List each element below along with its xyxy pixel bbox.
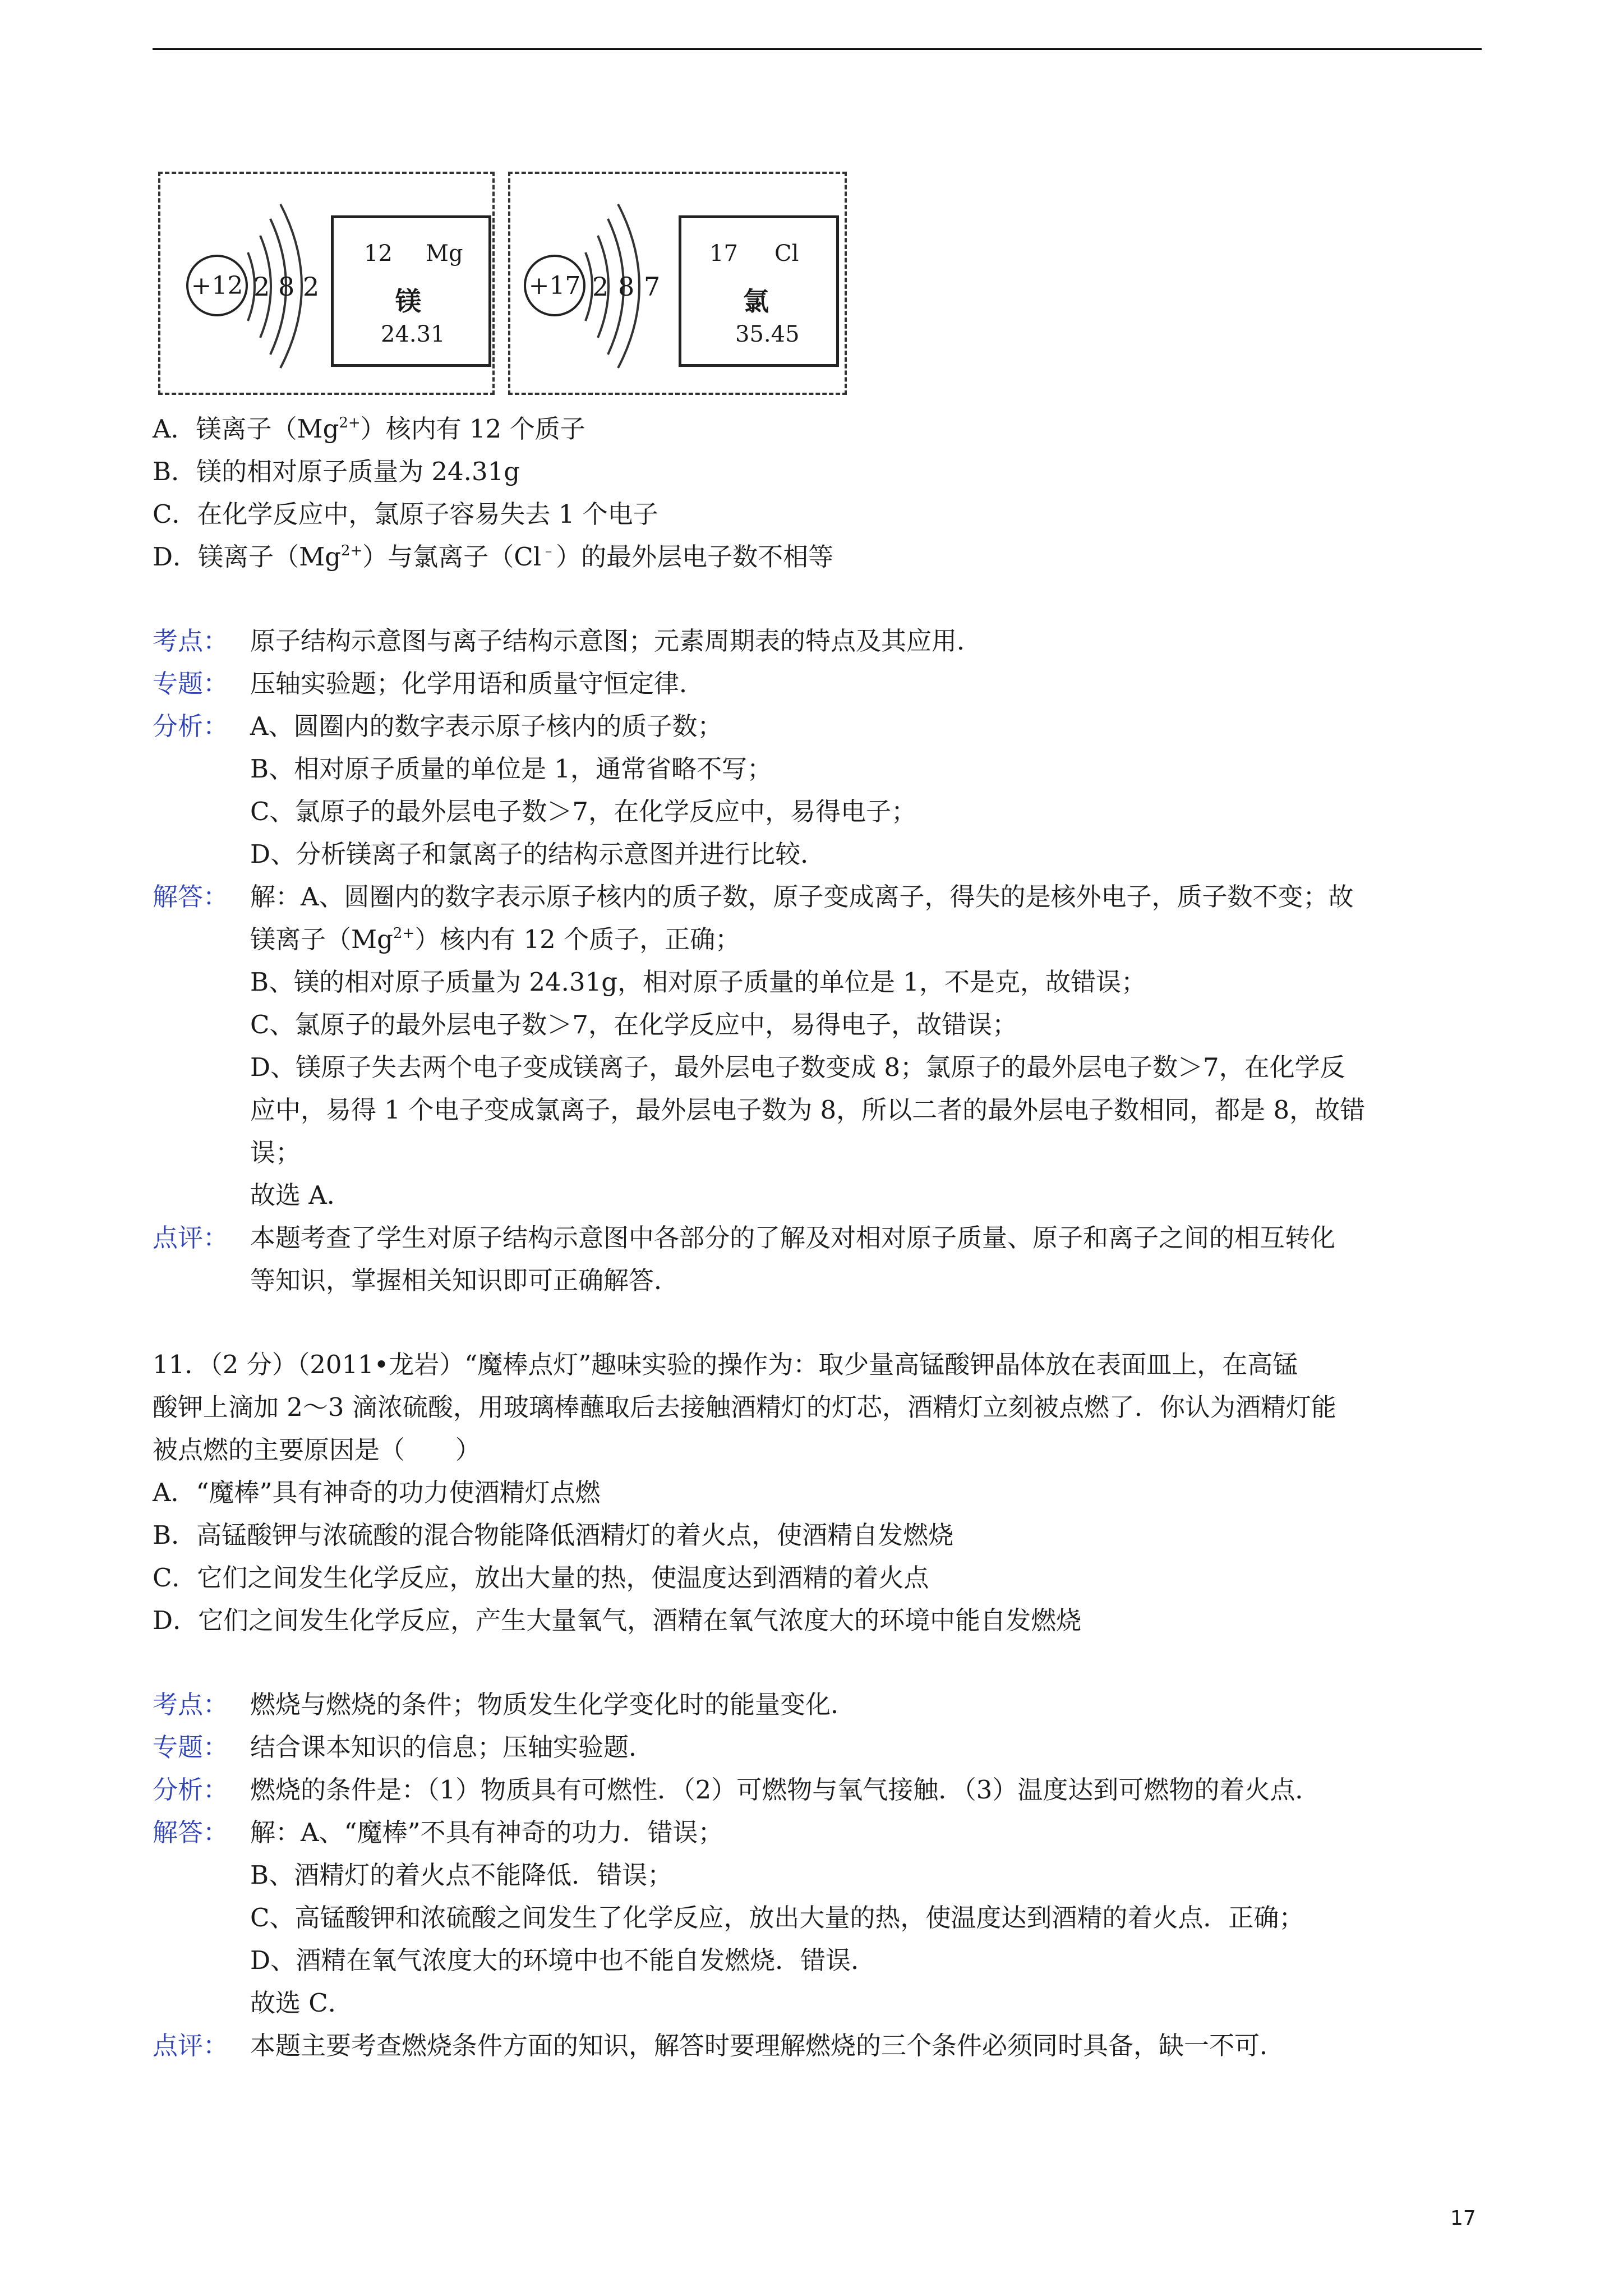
q10-jieda-line2: 镁离子$(Mg^{2+})$核内有 12 个质子，正确；: [250, 924, 741, 954]
magnesium-panel: [158, 172, 495, 395]
q10-dianping-line2: 等知识，掌握相关知识即可正确解答．: [250, 1266, 680, 1295]
mg-shell-1: 2: [253, 272, 270, 302]
q10-jieda-line3: B、镁的相对原子质量为 24.31g，相对原子质量的单位是 1，不是克，故错误；: [250, 967, 1146, 997]
mg-shell-2: 8: [278, 272, 295, 302]
q10-dianping: 点评： 本题考查了学生对原子结构示意图中各部分的了解及对相对原子质量、原子和离子之间的相互转化: [153, 1223, 1336, 1253]
q11-kaodian: 考点： 燃烧与燃烧的条件；物质发生化学变化时的能量变化．: [153, 1690, 856, 1719]
q11-jieda-line4: D、酒精在氧气浓度大的环境中也不能自发燃烧．错误．: [250, 1945, 877, 1975]
mg-symbol: Mg: [426, 241, 463, 266]
q10-option-a: A．镁离子$(Mg^{2+})$核内有 12 个质子: [153, 414, 585, 444]
cl-atomic-number: 17: [709, 241, 738, 266]
q11-stem-line3: 被点燃的主要原因是（ ）: [153, 1435, 481, 1465]
cl-shell-3: 7: [644, 272, 661, 302]
mg-shell-3: 2: [303, 272, 320, 302]
q10-fenxi: 分析： A、圆圈内的数字表示原子核内的质子数；: [153, 711, 723, 741]
cl-symbol: Cl: [774, 241, 799, 266]
q11-jieda-line2: B、酒精灯的着火点不能降低．错误；: [250, 1860, 673, 1890]
q11-jieda-line3: C、高锰酸钾和浓硫酸之间发生了化学反应，放出大量的热，使温度达到酒精的着火点．正确；: [250, 1903, 1304, 1932]
mg-atomic-number: 12: [364, 241, 393, 266]
q10-jieda: 解答： 解：A、圆圈内的数字表示原子核内的质子数，原子变成离子，得失的是核外电子，质子数不变；故: [153, 882, 1354, 912]
q11-answer: 故选 C．: [250, 1988, 353, 2018]
q11-stem-line2: 酸钾上滴加 2～3 滴浓硫酸，用玻璃棒蘸取后去接触酒精灯的灯芯，酒精灯立刻被点燃了．你认为酒精灯能: [153, 1392, 1336, 1422]
q10-option-b: B．镁的相对原子质量为 24.31g: [153, 457, 520, 486]
magnesium-nucleus: +12: [186, 255, 248, 316]
q10-option-c: C．在化学反应中，氯原子容易失去 1 个电子: [153, 499, 658, 529]
q10-jieda-line6: 应中，易得 1 个电子变成氯离子，最外层电子数为 8，所以二者的最外层电子数相同，都是 8，故错: [250, 1095, 1366, 1125]
q10-zhuanti: 专题： 压轴实验题；化学用语和质量守恒定律．: [153, 669, 705, 698]
q11-fenxi: 分析： 燃烧的条件是：（1）物质具有可燃性．（2）可燃物与氧气接触．（3）温度达到可燃物的着火点．: [153, 1775, 1321, 1805]
q11-option-c: C．它们之间发生化学反应，放出大量的热，使温度达到酒精的着火点: [153, 1563, 929, 1593]
q11-option-d: D．它们之间发生化学反应，产生大量氧气，酒精在氧气浓度大的环境中能自发燃烧: [153, 1605, 1082, 1635]
q10-fenxi-d: D、分析镁离子和氯离子的结构示意图并进行比较．: [250, 839, 826, 869]
q11-stem-line1: 11．（2 分）（2011•龙岩）“魔棒点灯”趣味实验的操作为：取少量高锰酸钾晶体放在表面皿上，在高锰: [153, 1350, 1298, 1379]
chlorine-element-box: [679, 215, 839, 367]
page-number: 17: [1450, 2207, 1476, 2230]
header-rule: [153, 48, 1482, 50]
q10-jieda-line4: C、氯原子的最外层电子数＞7，在化学反应中，易得电子，故错误；: [250, 1010, 1018, 1039]
cl-shell-2: 8: [618, 272, 635, 302]
q10-kaodian: 考点： 原子结构示意图与离子结构示意图；元素周期表的特点及其应用．: [153, 626, 983, 656]
chlorine-panel: [508, 172, 847, 395]
magnesium-element-box: [331, 215, 491, 367]
q11-dianping: 点评： 本题主要考查燃烧条件方面的知识，解答时要理解燃烧的三个条件必须同时具备，缺一不可．: [153, 2031, 1285, 2060]
mg-mass: 24.31: [381, 321, 445, 347]
q11-option-a: A．“魔棒”具有神奇的功力使酒精灯点燃: [153, 1478, 601, 1507]
q10-option-d: D．镁离子$(Mg^{2+})$与氯离子（Cl﹣）的最外层电子数不相等: [153, 542, 834, 572]
q10-fenxi-b: B、相对原子质量的单位是 1，通常省略不写；: [250, 754, 773, 784]
cl-mass: 35.45: [735, 321, 800, 347]
q10-answer: 故选 A．: [250, 1180, 352, 1210]
mg-name: 镁: [395, 286, 421, 316]
q10-fenxi-c: C、氯原子的最外层电子数＞7，在化学反应中，易得电子；: [250, 797, 917, 826]
q11-zhuanti: 专题： 结合课本知识的信息；压轴实验题．: [153, 1732, 654, 1762]
cl-name: 氯: [743, 286, 769, 316]
q10-jieda-line7: 误；: [250, 1138, 301, 1167]
q10-jieda-line5: D、镁原子失去两个电子变成镁离子，最外层电子数变成 8；氯原子的最外层电子数＞7，在化学反: [250, 1052, 1345, 1082]
cl-shell-1: 2: [592, 272, 609, 302]
q11-jieda: 解答： 解：A、“魔棒”不具有神奇的功力．错误；: [153, 1818, 723, 1847]
chlorine-nucleus: +17: [524, 255, 585, 316]
q11-option-b: B．高锰酸钾与浓硫酸的混合物能降低酒精灯的着火点，使酒精自发燃烧: [153, 1520, 954, 1550]
